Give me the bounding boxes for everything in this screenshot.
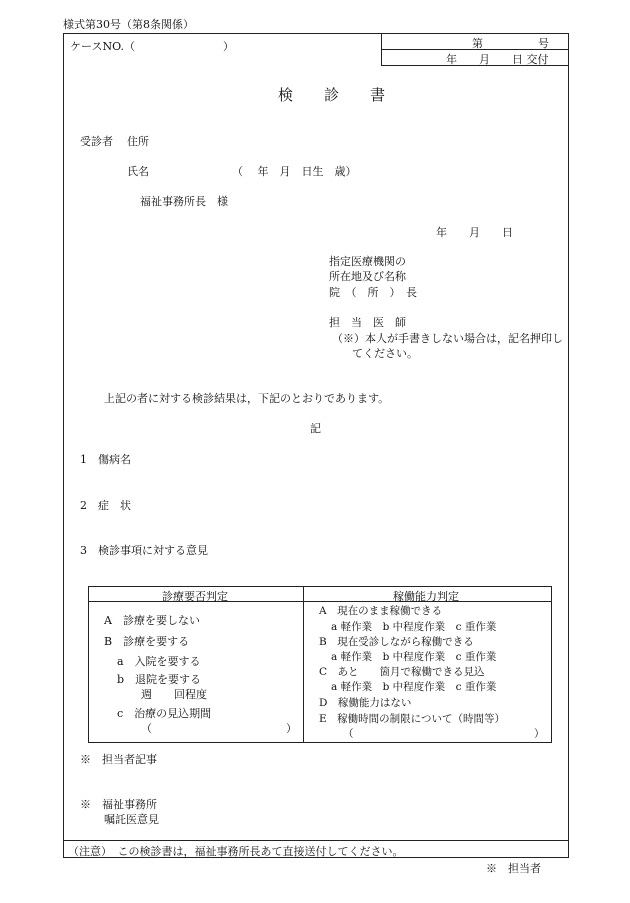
- left-row-b-b: b 退院を要する: [117, 673, 202, 686]
- left-row-b-a: a 入院を要する: [117, 655, 201, 668]
- left-row-b-b-weekly: 週 回程度: [141, 688, 207, 701]
- left-row-a: A 診療を要しない: [104, 614, 200, 627]
- right-row-b: B 現在受診しながら稼働できる: [319, 636, 474, 648]
- institution-line2: 所在地及び名称: [329, 270, 406, 283]
- office-opinion-line1: ※ 福祉事務所: [80, 798, 157, 811]
- case-number: ケースNO.（ ）: [70, 40, 234, 53]
- birth-date: （ 年 月 日生 歳）: [232, 165, 357, 178]
- doctor-label: 担 当 医 師: [329, 316, 406, 329]
- doctor-note-1: （※）本人が手書きしない場合は，記名押印し: [332, 332, 563, 345]
- institution-line3: 院 （ 所 ） 長: [329, 286, 417, 299]
- addressee: 福祉事務所長 様: [140, 195, 228, 208]
- right-row-d: D 稼働能力はない: [319, 697, 412, 709]
- item-2: 2 症 状: [80, 499, 131, 512]
- left-row-b-c: c 治療の見込期間: [117, 707, 212, 720]
- left-row-b: B 診療を要する: [104, 635, 190, 648]
- statement: 上記の者に対する検診結果は，下記のとおりであります。: [104, 392, 390, 405]
- issue-date-line: 年 月 日: [436, 226, 513, 239]
- address-label: 住所: [127, 135, 149, 148]
- left-period-close: ）: [286, 722, 297, 735]
- footnote-divider: [63, 840, 568, 841]
- name-label: 氏名: [127, 165, 149, 178]
- right-limit-open: （: [343, 728, 354, 740]
- staff-record: ※ 担当者記事: [80, 753, 157, 766]
- page-title: 検 診 書: [278, 86, 394, 104]
- institution-line1: 指定医療機関の: [329, 255, 406, 268]
- right-header: 稼働能力判定: [393, 590, 459, 603]
- examinee-label: 受診者: [80, 135, 113, 148]
- right-row-a: A 現在のまま稼働できる: [319, 605, 443, 617]
- right-row-c-levels: a 軽作業 b 中程度作業 c 重作業: [331, 681, 497, 693]
- item-3: 3 検診事項に対する意見: [80, 544, 208, 557]
- table-divider: [303, 586, 304, 742]
- left-period-open: （: [141, 722, 152, 735]
- right-row-b-levels: a 軽作業 b 中程度作業 c 重作業: [331, 651, 497, 663]
- issue-number: 第 号: [472, 37, 549, 50]
- table-header-line: [88, 601, 551, 602]
- right-limit-close: ）: [534, 728, 545, 740]
- left-header: 診療要否判定: [162, 590, 228, 603]
- form-label: 様式第30号（第8条関係）: [63, 18, 194, 31]
- item-1: 1 傷病名: [80, 453, 131, 466]
- right-row-a-levels: a 軽作業 b 中程度作業 c 重作業: [331, 621, 497, 633]
- doctor-note-2: てください。: [352, 347, 418, 360]
- staff-signoff: ※ 担当者: [486, 862, 541, 875]
- ki-label: 記: [310, 422, 321, 435]
- right-row-e: E 稼働時間の制限について（時間等）: [319, 713, 505, 725]
- footnote: （注意） この検診書は，福祉事務所長あて直接送付してください。: [68, 845, 404, 858]
- right-row-c: C あと 箇月で稼働できる見込: [319, 666, 485, 678]
- issue-date: 年 月 日 交付: [446, 53, 549, 66]
- office-opinion-line2: 嘱託医意見: [104, 813, 159, 826]
